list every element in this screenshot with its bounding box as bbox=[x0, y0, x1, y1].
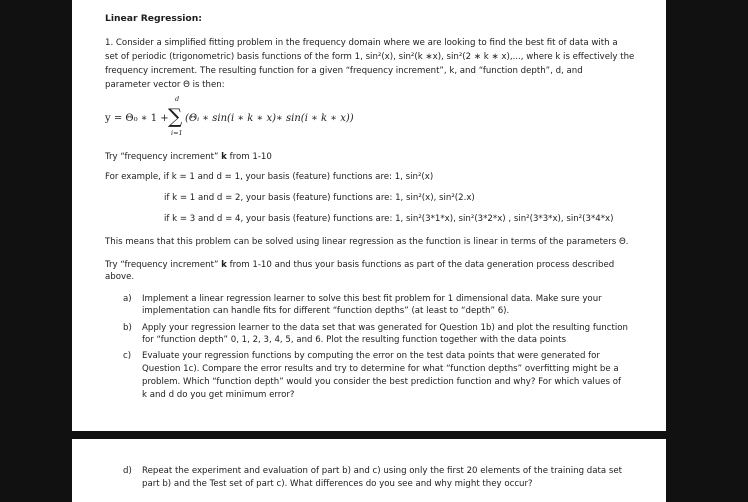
try-range: from 1-10 bbox=[226, 152, 272, 162]
part-d-line-2: part b) and the Test set of part c). What differences do you see and why might they occur? bbox=[142, 479, 533, 489]
k-variable: k bbox=[221, 152, 227, 162]
try-text-2: Try “frequency increment” bbox=[105, 260, 222, 270]
formula-body: (Θᵢ ∗ sin(i ∗ k ∗ x)∗ sin(i ∗ k ∗ x)) bbox=[185, 113, 354, 124]
example-line-1: For example, if k = 1 and d = 1, your basis (feature) functions are: 1, sin²(x) bbox=[105, 172, 434, 182]
section-title: Linear Regression: bbox=[105, 13, 202, 24]
part-c-line-2: Question 1c). Compare the error results and try to determine for what “function depths” overfitting might be a bbox=[142, 364, 619, 374]
part-b-label: b) bbox=[123, 323, 132, 333]
try-frequency-basis-line-2: above. bbox=[105, 272, 135, 282]
part-d-label: d) bbox=[123, 466, 132, 476]
part-c-line-3: problem. Which “function depth” would you consider the best prediction function and why? For which values of bbox=[142, 377, 622, 387]
formula-sum-lower: i=1 bbox=[171, 129, 183, 137]
k-variable-2: k bbox=[221, 260, 227, 270]
part-c-label: c) bbox=[123, 351, 132, 361]
part-b-line-2: for “function depth” 0, 1, 2, 3, 4, 5, and 6. Plot the resulting function together with the data points bbox=[142, 335, 567, 345]
linearity-note: This means that this problem can be solved using linear regression as the function is linear in terms of the parameters Θ. bbox=[105, 237, 629, 247]
document-page-2 bbox=[72, 439, 666, 502]
intro-line-2: set of periodic (trigonometric) basis functions of the form 1, sin²(x), sin²(k ∗x), sin²(2 ∗ k ∗ x),..., where k is effectively the bbox=[105, 52, 635, 62]
part-a-line-2: implementation can handle fits for different “function depths” (at least to “depth” 6). bbox=[142, 306, 510, 316]
document-page-1 bbox=[72, 0, 666, 431]
part-c-line-4: k and d do you get minimum error? bbox=[142, 390, 295, 400]
try-frequency-line bbox=[105, 152, 272, 163]
intro-line-4: parameter vector Θ is then: bbox=[105, 80, 225, 90]
part-c-line-1: Evaluate your regression functions by computing the error on the test data points that were generated for bbox=[142, 351, 600, 361]
intro-line-3: frequency increment. The resulting function for a given “frequency increment”, k, and “function depth”, d, and bbox=[105, 66, 583, 76]
part-d-line-1: Repeat the experiment and evaluation of part b) and c) using only the first 20 elements of the training data set bbox=[142, 466, 622, 476]
part-a-line-1: Implement a linear regression learner to solve this best fit problem for 1 dimensional data. Make sure your bbox=[142, 294, 602, 304]
intro-line-1: 1. Consider a simplified fitting problem in the frequency domain where we are looking to find the best fit of data with a bbox=[105, 38, 618, 48]
formula-lhs: y = Θ₀ ∗ 1 + bbox=[105, 113, 169, 124]
try-text: Try “frequency increment” bbox=[105, 152, 222, 162]
summation-icon: ∑ bbox=[168, 104, 183, 128]
formula-sum-upper: d bbox=[175, 95, 180, 103]
part-a-label: a) bbox=[123, 294, 132, 304]
try-frequency-basis-line-1 bbox=[105, 260, 614, 271]
try-text-2-rest: from 1-10 and thus your basis functions as part of the data generation process described bbox=[226, 260, 615, 270]
part-b-line-1: Apply your regression learner to the data set that was generated for Question 1b) and plot the resulting function bbox=[142, 323, 628, 333]
example-line-2: if k = 1 and d = 2, your basis (feature) functions are: 1, sin²(x), sin²(2.x) bbox=[164, 193, 475, 203]
example-line-3: if k = 3 and d = 4, your basis (feature) functions are: 1, sin²(3*1*x), sin²(3*2*x) , sin²(3*3*x), sin²(3*4*x) bbox=[164, 214, 614, 224]
